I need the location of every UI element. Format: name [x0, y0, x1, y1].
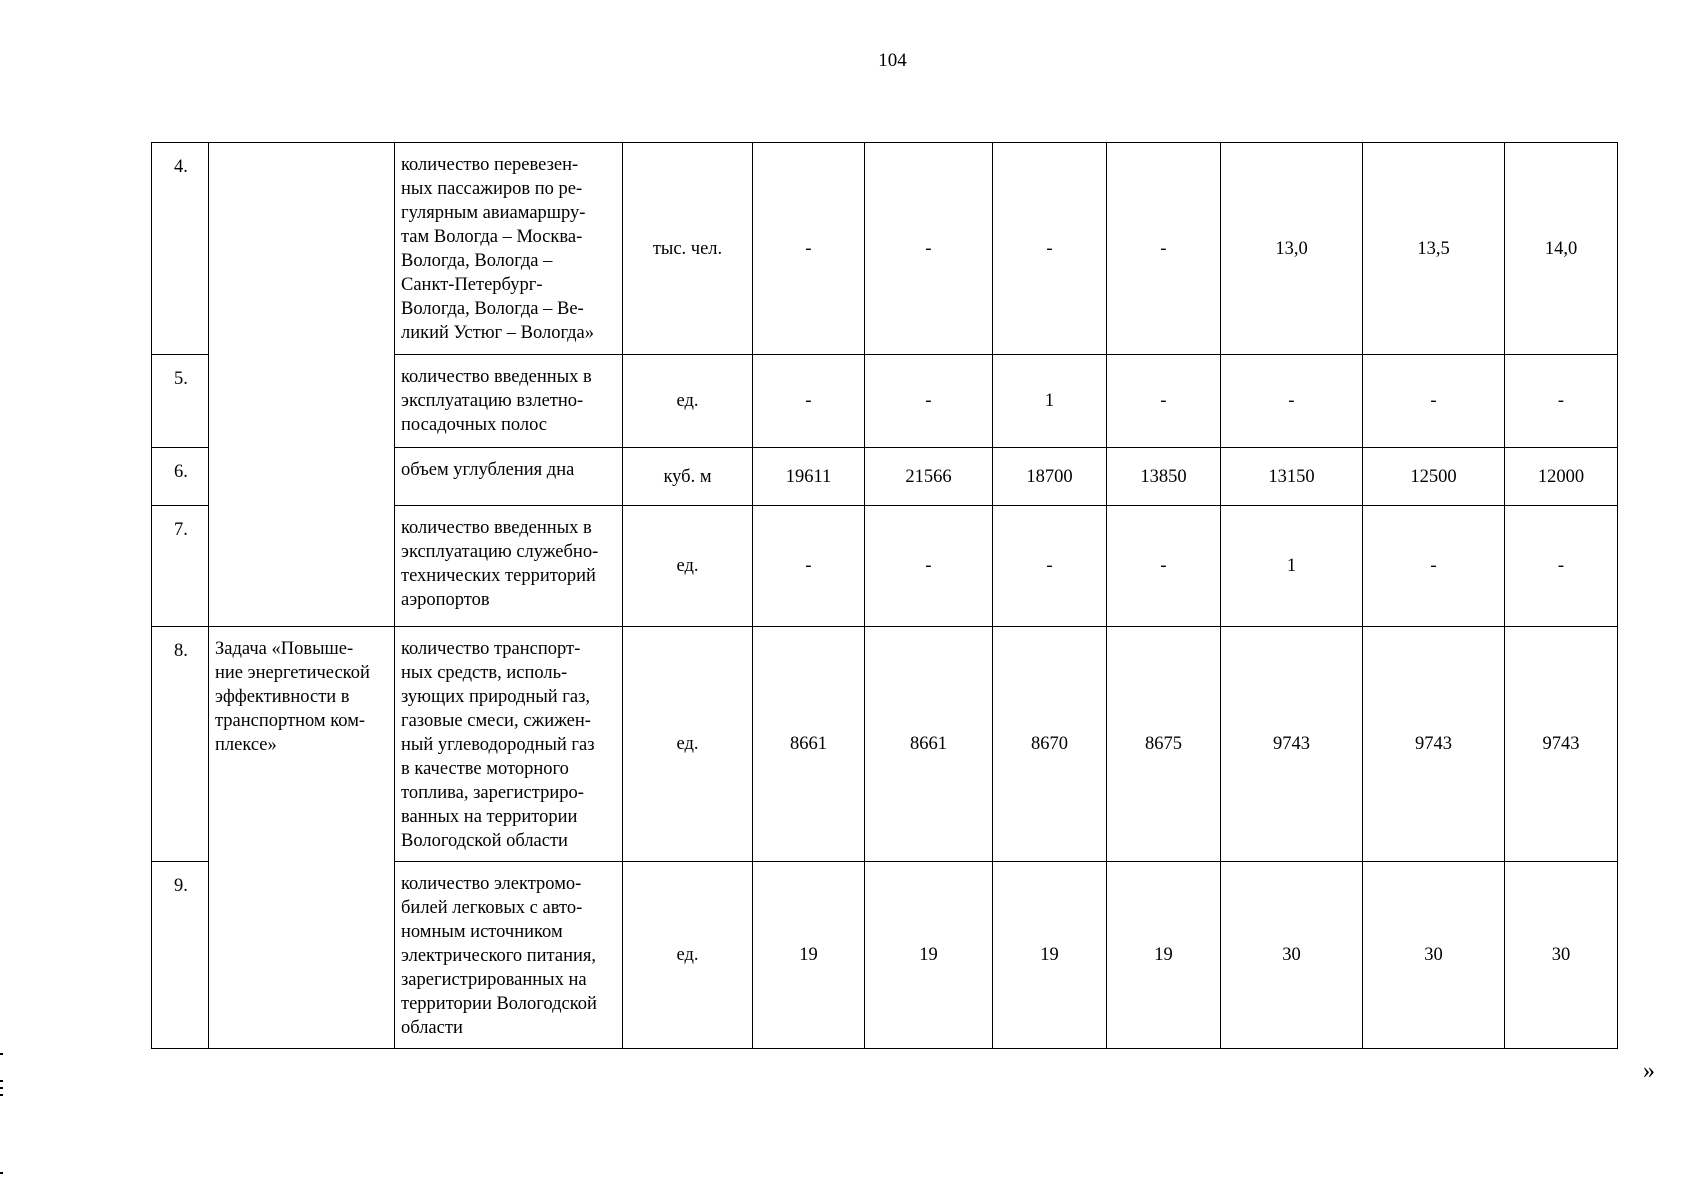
indicator-name: объем углубления дна: [395, 448, 623, 506]
value-cell: 30: [1505, 862, 1618, 1049]
value-cell: 21566: [865, 448, 993, 506]
row-number: 5.: [152, 355, 209, 448]
task-cell: [209, 143, 395, 627]
value-cell: 1: [993, 355, 1107, 448]
value-cell: 19611: [753, 448, 865, 506]
value-cell: 12000: [1505, 448, 1618, 506]
value-cell: -: [865, 355, 993, 448]
value-cell: -: [1505, 506, 1618, 627]
table-row: [152, 627, 1618, 862]
indicators-table: [151, 142, 1618, 1049]
row-number: 9.: [152, 862, 209, 1049]
value-cell: -: [1363, 355, 1505, 448]
indicator-name: количество введенных в эксплуатацию взлетно- посадочных полос: [395, 355, 623, 448]
value-cell: -: [993, 506, 1107, 627]
value-cell: 9743: [1221, 627, 1363, 862]
value-cell: 18700: [993, 448, 1107, 506]
value-cell: 8661: [865, 627, 993, 862]
unit-cell: тыс. чел.: [623, 143, 753, 355]
value-cell: 8661: [753, 627, 865, 862]
row-number: 4.: [152, 143, 209, 355]
indicator-name: количество транспорт- ных средств, исполь- зующих природный газ, газовые смеси, сжижен- ный углеводородный газ в качестве моторного топлива, зарегистриро- ванных на территории Вологодской области: [395, 627, 623, 862]
row-number: 7.: [152, 506, 209, 627]
value-cell: -: [753, 355, 865, 448]
value-cell: 14,0: [1505, 143, 1618, 355]
indicator-name: количество перевезен- ных пассажиров по ре- гулярным авиамаршру- там Вологда – Москва- Вологда, Вологда – Санкт-Петербург- Вологда, Вологда – Ве- ликий Устюг – Вологда»: [395, 143, 623, 355]
value-cell: -: [1363, 506, 1505, 627]
unit-cell: ед.: [623, 627, 753, 862]
value-cell: 9743: [1505, 627, 1618, 862]
value-cell: -: [1505, 355, 1618, 448]
indicator-name: количество введенных в эксплуатацию служебно- технических территорий аэропортов: [395, 506, 623, 627]
edge-mark: [0, 1053, 3, 1055]
unit-cell: куб. м: [623, 448, 753, 506]
value-cell: 30: [1221, 862, 1363, 1049]
page-number: 104: [878, 50, 907, 71]
edge-mark: [0, 1080, 3, 1082]
value-cell: 12500: [1363, 448, 1505, 506]
value-cell: 8670: [993, 627, 1107, 862]
value-cell: 1: [1221, 506, 1363, 627]
table-row: [152, 143, 1618, 355]
value-cell: -: [1107, 143, 1221, 355]
row-number: 6.: [152, 448, 209, 506]
unit-cell: ед.: [623, 506, 753, 627]
value-cell: -: [753, 143, 865, 355]
value-cell: 13,0: [1221, 143, 1363, 355]
value-cell: -: [1221, 355, 1363, 448]
closing-quote: »: [1643, 1058, 1655, 1084]
value-cell: 30: [1363, 862, 1505, 1049]
edge-mark: [0, 1172, 3, 1174]
value-cell: 13,5: [1363, 143, 1505, 355]
task-cell: Задача «Повыше- ние энергетической эффективности в транспортном ком- плексе»: [209, 627, 395, 1049]
value-cell: -: [865, 143, 993, 355]
value-cell: 13150: [1221, 448, 1363, 506]
value-cell: -: [865, 506, 993, 627]
value-cell: -: [993, 143, 1107, 355]
value-cell: 19: [865, 862, 993, 1049]
value-cell: 19: [753, 862, 865, 1049]
value-cell: 9743: [1363, 627, 1505, 862]
value-cell: -: [1107, 506, 1221, 627]
value-cell: 19: [1107, 862, 1221, 1049]
unit-cell: ед.: [623, 862, 753, 1049]
edge-mark: [0, 1087, 3, 1089]
value-cell: 19: [993, 862, 1107, 1049]
value-cell: 13850: [1107, 448, 1221, 506]
edge-mark: [0, 1094, 3, 1096]
value-cell: 8675: [1107, 627, 1221, 862]
unit-cell: ед.: [623, 355, 753, 448]
indicator-name: количество электромо- билей легковых с авто- номным источником электрического питания, зарегистрированных на территории Вологодской области: [395, 862, 623, 1049]
row-number: 8.: [152, 627, 209, 862]
value-cell: -: [753, 506, 865, 627]
value-cell: -: [1107, 355, 1221, 448]
